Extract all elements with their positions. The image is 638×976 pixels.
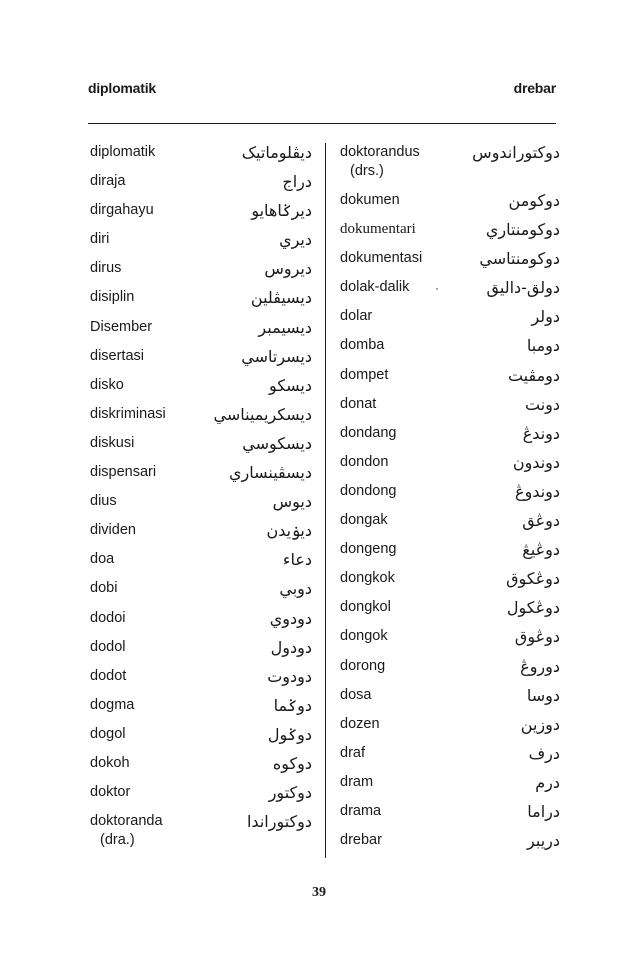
- dictionary-entry: [340, 831, 560, 860]
- dictionary-entry: [340, 249, 560, 278]
- headword-jawi: ديڤلوماتيک: [241, 143, 312, 162]
- headword-text: draf: [340, 744, 365, 761]
- headword-latin: [90, 638, 125, 657]
- headword-text: diraja: [90, 173, 126, 190]
- dictionary-entry: [340, 715, 560, 744]
- headword-latin: [340, 395, 376, 414]
- headword-text: drama: [340, 802, 382, 819]
- headword-latin: [90, 725, 125, 744]
- headword-text: dolak-dalik: [340, 279, 410, 296]
- dictionary-entry: [90, 434, 312, 463]
- headword-text: dodoi: [90, 609, 126, 626]
- headword-latin: [340, 569, 395, 588]
- headword-text: dolar: [340, 308, 373, 325]
- headword-jawi: دوندوڠ: [515, 481, 560, 501]
- headword-jawi: دوکتوراندوس: [472, 143, 560, 162]
- dictionary-entry: [340, 511, 560, 540]
- headword-jawi: ديسيمبر: [258, 317, 312, 337]
- header-rule: [88, 123, 556, 124]
- headword-text: disiplin: [90, 289, 135, 306]
- headword-text: dogma: [90, 696, 135, 713]
- headword-jawi: ديسکوسي: [242, 433, 312, 453]
- dictionary-entry: [340, 366, 560, 395]
- headword-latin: [90, 434, 134, 453]
- headword-text: dirus: [90, 260, 122, 277]
- headword-text: dondang: [340, 424, 397, 441]
- headword-latin: [340, 802, 381, 821]
- dictionary-entry: [90, 492, 312, 521]
- headword-jawi: درم: [535, 772, 560, 792]
- headword-jawi: دودول: [270, 637, 312, 657]
- dictionary-entry: [90, 288, 312, 317]
- headword-latin: [90, 318, 152, 337]
- headword-jawi: دولر: [531, 307, 560, 327]
- dictionary-entry: [340, 453, 560, 482]
- headword-text: drebar: [340, 832, 382, 849]
- dictionary-entry: [90, 754, 312, 783]
- dictionary-entry: [90, 259, 312, 288]
- headword-text: dongkok: [340, 570, 395, 587]
- headword-text: dongkol: [340, 599, 391, 616]
- headword-jawi: ديسکو: [269, 375, 312, 395]
- headword-text: dongak: [340, 512, 388, 529]
- headword-text: dodol: [90, 638, 126, 655]
- headword-jawi: دونت: [524, 394, 560, 414]
- headword-jawi: دوسا: [526, 685, 560, 705]
- headword-text: disko: [90, 376, 124, 393]
- dictionary-entry: [340, 220, 560, 249]
- dictionary-entry: [90, 638, 312, 667]
- headword-jawi: دوڠيڠ: [522, 540, 560, 560]
- headword-jawi: دوݢول: [267, 724, 312, 744]
- headword-latin: [340, 773, 373, 792]
- dictionary-entry: [340, 424, 560, 453]
- headword-jawi: ديرݢاهايو: [251, 201, 312, 221]
- dictionary-entry: [340, 336, 560, 365]
- headword-abbreviation: (drs.): [350, 163, 384, 179]
- dictionary-entry: [340, 657, 560, 686]
- headword-text: dividen: [90, 522, 136, 539]
- headword-jawi: ديوس: [272, 492, 312, 512]
- dictionary-entry: [90, 521, 312, 550]
- headword-jawi: ديۏيدن: [266, 521, 312, 541]
- headword-jawi: دوڠکول: [506, 598, 560, 618]
- headword-text: dirgahayu: [90, 202, 154, 219]
- headword-jawi: ديسکريميناسي: [213, 404, 312, 424]
- headword-latin: [340, 627, 388, 646]
- headword-latin: [340, 249, 422, 268]
- headword-jawi: دوروڠ: [520, 656, 560, 676]
- headword-jawi: دريبر: [527, 831, 560, 851]
- dictionary-entry: [340, 569, 560, 598]
- headword-latin: [90, 288, 134, 307]
- headword-latin: [340, 191, 400, 210]
- dictionary-entry: [340, 540, 560, 569]
- headword-jawi: دوڠوق: [514, 627, 560, 647]
- dictionary-entry: [340, 482, 560, 511]
- entry-mark: ·: [435, 281, 439, 296]
- dictionary-entry: [340, 744, 560, 773]
- headword-latin: [90, 230, 109, 249]
- dictionary-entry: [90, 376, 312, 405]
- dictionary-entry: [90, 812, 312, 860]
- headword-latin: [90, 259, 121, 278]
- headword-jawi: ديسڤينساري: [229, 463, 312, 483]
- dictionary-entry: [340, 686, 560, 715]
- headword-text: dokumentasi: [340, 250, 423, 267]
- headword-jawi: دوزين: [520, 714, 560, 734]
- headword-jawi: درف: [528, 743, 560, 763]
- headword-jawi: دوکومنتاسي: [479, 249, 560, 269]
- headword-jawi: دراما: [527, 801, 560, 821]
- headword-latin: [90, 783, 130, 802]
- headword-text: dorong: [340, 657, 386, 674]
- headword-text: donat: [340, 395, 377, 412]
- dictionary-entry: [340, 802, 560, 831]
- headword-jawi: دوݢما: [273, 695, 312, 715]
- headword-text: dondon: [340, 453, 389, 470]
- headword-jawi: دوڠکوق: [506, 569, 560, 589]
- headword-latin: [90, 492, 117, 511]
- headword-latin: [340, 307, 372, 326]
- headword-jawi: دوکوه: [272, 753, 312, 773]
- headword-jawi: دوڠق: [522, 511, 560, 531]
- dictionary-entry: [90, 201, 312, 230]
- right-column: [340, 143, 560, 860]
- dictionary-entry: [340, 191, 560, 220]
- headword-latin: [90, 812, 163, 850]
- headword-text: dobi: [90, 580, 118, 597]
- column-divider: [325, 143, 326, 858]
- headword-latin: [90, 609, 125, 628]
- header-guide-word-left: diplomatik: [88, 80, 157, 96]
- dictionary-entry: [340, 395, 560, 424]
- headword-jawi: دوندڠ: [522, 423, 560, 443]
- headword-jawi: دوکتور: [268, 783, 312, 803]
- page-number: 39: [312, 885, 326, 900]
- dictionary-entry: [340, 278, 560, 307]
- headword-text: dokumentari: [340, 221, 416, 238]
- dictionary-entry: [90, 230, 312, 259]
- dictionary-entry: [90, 463, 312, 492]
- headword-text: doktorandus: [340, 144, 420, 160]
- dictionary-entry: [340, 627, 560, 656]
- headword-latin: [90, 667, 126, 686]
- headword-text: dius: [90, 493, 117, 510]
- dictionary-entry: [90, 550, 312, 579]
- headword-latin: [340, 424, 396, 443]
- headword-latin: [340, 143, 420, 181]
- headword-latin: [340, 715, 380, 734]
- headword-abbreviation: (dra.): [100, 832, 135, 849]
- dictionary-entry: [90, 667, 312, 696]
- headword-text: Disember: [90, 318, 153, 335]
- headword-latin: [340, 744, 365, 763]
- headword-latin: [90, 521, 136, 540]
- dictionary-entry: [90, 696, 312, 725]
- headword-latin: [340, 366, 388, 385]
- headword-text: diskriminasi: [90, 405, 166, 422]
- headword-text: dokumen: [340, 192, 400, 208]
- dictionary-entry: [90, 143, 312, 172]
- headword-text: dram: [340, 773, 374, 790]
- dictionary-entry: [90, 347, 312, 376]
- headword-jawi: دعاء: [282, 550, 312, 570]
- dictionary-entry: [90, 783, 312, 812]
- headword-latin: [340, 511, 388, 530]
- headword-text: dozen: [340, 715, 380, 732]
- dictionary-entry: [90, 725, 312, 754]
- headword-latin: [340, 540, 396, 559]
- headword-text: doktoranda: [90, 813, 163, 830]
- headword-text: diri: [90, 231, 110, 248]
- headword-text: domba: [340, 337, 385, 354]
- headword-jawi: دوندون: [512, 452, 560, 472]
- headword-latin: [340, 336, 384, 355]
- headword-latin: [340, 278, 409, 297]
- headword-jawi: دودوي: [269, 608, 312, 628]
- headword-text: diskusi: [90, 434, 135, 451]
- headword-text: dongeng: [340, 541, 397, 558]
- headword-latin: [340, 598, 391, 617]
- dictionary-entry: [90, 579, 312, 608]
- headword-latin: [90, 405, 166, 424]
- headword-text: dispensari: [90, 464, 157, 481]
- headword-text: dosa: [340, 686, 372, 703]
- headword-text: dondong: [340, 482, 397, 499]
- headword-jawi: دراج: [282, 172, 312, 192]
- headword-jawi: ديسيڤلين: [250, 288, 312, 308]
- headword-latin: [340, 220, 416, 239]
- headword-jawi: ديسرتاسي: [241, 346, 312, 366]
- headword-text: dogol: [90, 725, 126, 742]
- headword-jawi: دومڤيت: [507, 365, 560, 385]
- headword-jawi: دوکتوراندا: [246, 812, 312, 832]
- header-guide-word-right: drebar: [513, 80, 556, 96]
- headword-jawi: دولق-داليق: [486, 278, 560, 298]
- headword-text: disertasi: [90, 347, 144, 364]
- headword-latin: [90, 347, 144, 366]
- headword-text: dokoh: [90, 754, 130, 771]
- headword-latin: [90, 376, 124, 395]
- headword-jawi: ديري: [279, 230, 312, 250]
- headword-text: doktor: [90, 784, 131, 801]
- headword-latin: [340, 686, 371, 705]
- headword-latin: [340, 453, 388, 472]
- headword-latin: [340, 831, 382, 850]
- headword-latin: [90, 463, 156, 482]
- headword-latin: [90, 579, 117, 598]
- headword-text: dongok: [340, 628, 388, 645]
- dictionary-entry: [90, 318, 312, 347]
- headword-text: diplomatik: [90, 144, 156, 160]
- dictionary-entry: [340, 773, 560, 802]
- headword-text: dompet: [340, 366, 389, 383]
- dictionary-entry: [340, 143, 560, 191]
- headword-latin: [90, 696, 134, 715]
- dictionary-entry: [90, 405, 312, 434]
- headword-jawi: دوکومنتاري: [485, 220, 560, 240]
- dictionary-entry: [90, 609, 312, 638]
- headword-latin: [340, 482, 396, 501]
- headword-latin: [90, 550, 114, 569]
- headword-jawi: دوبي: [279, 579, 312, 599]
- headword-jawi: دوکومن: [508, 191, 560, 210]
- dictionary-entry: [340, 598, 560, 627]
- headword-jawi: ديروس: [264, 259, 312, 279]
- headword-latin: [90, 143, 155, 162]
- headword-latin: [90, 201, 154, 220]
- headword-text: doa: [90, 551, 115, 568]
- headword-latin: [90, 172, 125, 191]
- left-column: [90, 143, 312, 860]
- headword-latin: [340, 657, 385, 676]
- headword-text: dodot: [90, 667, 127, 684]
- dictionary-entry: [90, 172, 312, 201]
- headword-latin: [90, 754, 130, 773]
- dictionary-entry: [340, 307, 560, 336]
- headword-jawi: دودوت: [267, 666, 312, 686]
- headword-jawi: دومبا: [526, 336, 560, 356]
